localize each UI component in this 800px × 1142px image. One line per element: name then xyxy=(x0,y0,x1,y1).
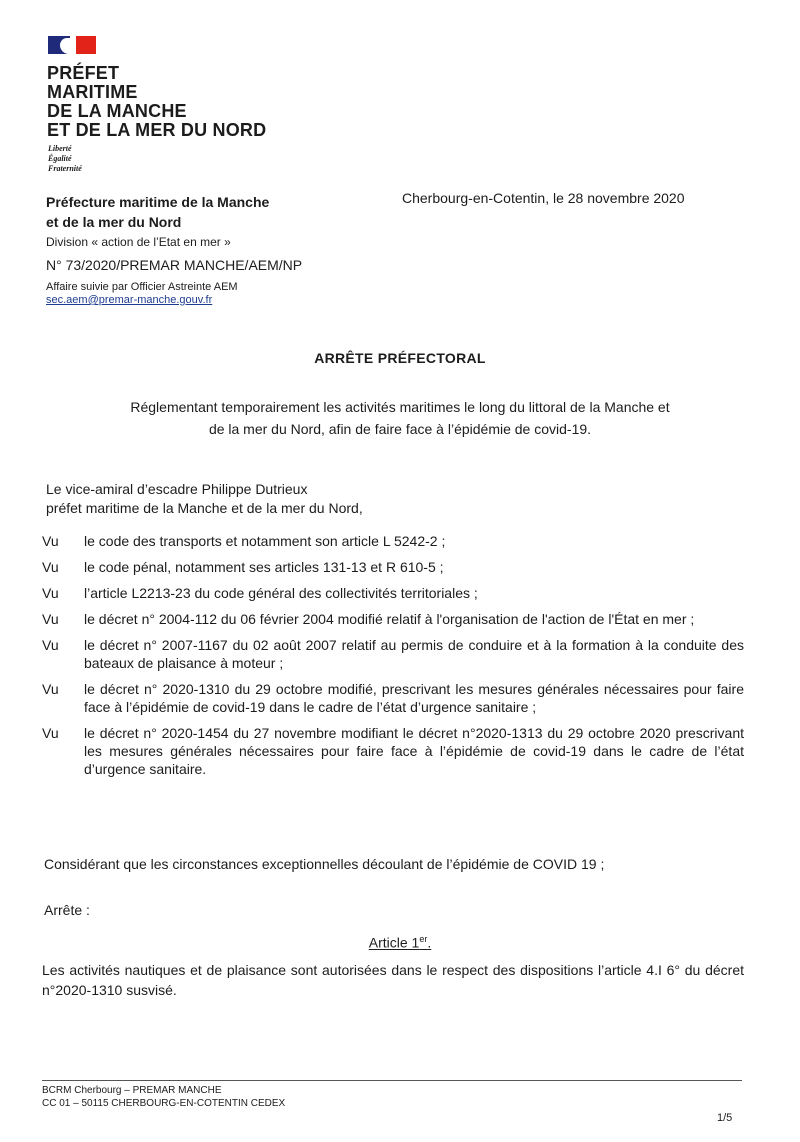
arrete-heading: Arrête : xyxy=(44,902,90,918)
signatory-line-2: préfet maritime de la Manche et de la mer du Nord, xyxy=(46,500,363,516)
footer-line-1: BCRM Cherbourg – PREMAR MANCHE xyxy=(42,1085,222,1096)
prefet-title xyxy=(47,64,266,140)
subject-line-2: de la mer du Nord, afin de faire face à l’épidémie de covid-19. xyxy=(208,421,592,437)
vu-text: le décret n° 2004-112 du 06 février 2004 modifié relatif à l'organisation de l'action de l'État en mer ; xyxy=(84,611,695,627)
affaire-block xyxy=(46,281,238,307)
vu-label: Vu xyxy=(42,585,59,601)
vu-item xyxy=(42,680,744,716)
vu-item xyxy=(42,724,744,778)
subject xyxy=(40,396,760,440)
considerant: Considérant que les circonstances exceptionnelles découlant de l’épidémie de COVID 19 ; xyxy=(44,856,605,872)
article-title-sup: er xyxy=(419,934,428,944)
vu-text: le décret n° 2020-1454 du 27 novembre modifiant le décret n°2020-1313 du 29 octobre 2020 prescrivant les mesures générales nécessaires pour faire face à l’épidémie de covid-19 dans le cadre de l’état d’urgence sanitaire. xyxy=(84,725,744,777)
vu-text: le code des transports et notamment son article L 5242-2 ; xyxy=(84,533,446,549)
vu-item xyxy=(42,532,744,550)
vu-item xyxy=(42,636,744,672)
vu-text: le décret n° 2007-1167 du 02 août 2007 relatif au permis de conduire et à la formation à la conduite des bateaux de plaisance à moteur ; xyxy=(84,637,744,671)
motto-liberte: Liberté xyxy=(48,144,72,153)
signatory xyxy=(46,480,363,518)
article-body: Les activités nautiques et de plaisance sont autorisées dans le respect des dispositions l’article 4.I 6° du décret n°2020-1310 susvisé. xyxy=(42,962,744,998)
vu-text: le décret n° 2020-1310 du 29 octobre modifié, prescrivant les mesures générales nécessaires pour faire face à l’épidémie de covid-19 dans le cadre de l’état d’urgence sanitaire ; xyxy=(84,681,744,715)
title-line: PRÉFET xyxy=(47,63,120,83)
vu-text: l’article L2213-23 du code général des collectivités territoriales ; xyxy=(84,585,478,601)
footer-line-2: CC 01 – 50115 CHERBOURG-EN-COTENTIN CEDEX xyxy=(42,1098,286,1109)
republic-motto xyxy=(48,144,82,174)
signatory-line-1: Le vice-amiral d’escadre Philippe Dutrieux xyxy=(46,481,308,497)
reference-number: N° 73/2020/PREMAR MANCHE/AEM/NP xyxy=(46,257,303,273)
page-number: 1/5 xyxy=(717,1112,733,1124)
footer-address xyxy=(42,1084,285,1110)
organization-name xyxy=(46,192,269,232)
vu-text: le code pénal, notamment ses articles 131-13 et R 610-5 ; xyxy=(84,559,444,575)
article-title xyxy=(40,934,760,951)
affaire-text: Affaire suivie par Officier Astreinte AEM xyxy=(46,281,238,293)
vu-label: Vu xyxy=(42,637,59,653)
title-line: DE LA MANCHE xyxy=(47,101,187,121)
marianne-logo xyxy=(48,36,96,54)
org-line-1: Préfecture maritime de la Manche xyxy=(46,194,270,210)
motto-egalite: Égalité xyxy=(48,154,72,163)
article-title-end: . xyxy=(427,934,432,951)
vu-list xyxy=(42,532,744,786)
article-title-text: Article 1 xyxy=(368,934,420,951)
title-line: MARITIME xyxy=(47,82,138,102)
vu-item xyxy=(42,584,744,602)
vu-label: Vu xyxy=(42,725,59,741)
org-line-2: et de la mer du Nord xyxy=(46,214,182,230)
motto-fraternite: Fraternité xyxy=(48,164,82,173)
vu-item xyxy=(42,610,744,628)
footer-divider xyxy=(42,1080,742,1081)
subject-line-1: Réglementant temporairement les activités maritimes le long du littoral de la Manche et xyxy=(130,399,670,415)
email-link[interactable]: sec.aem@premar-manche.gouv.fr xyxy=(46,294,213,306)
vu-label: Vu xyxy=(42,681,59,697)
division: Division « action de l’Etat en mer » xyxy=(46,235,231,249)
vu-label: Vu xyxy=(42,559,59,575)
vu-label: Vu xyxy=(42,611,59,627)
vu-item xyxy=(42,558,744,576)
document-title: ARRÊTE PRÉFECTORAL xyxy=(314,350,486,366)
place-date: Cherbourg-en-Cotentin, le 28 novembre 2020 xyxy=(402,190,685,206)
vu-label: Vu xyxy=(42,533,59,549)
title-line: ET DE LA MER DU NORD xyxy=(47,120,267,140)
